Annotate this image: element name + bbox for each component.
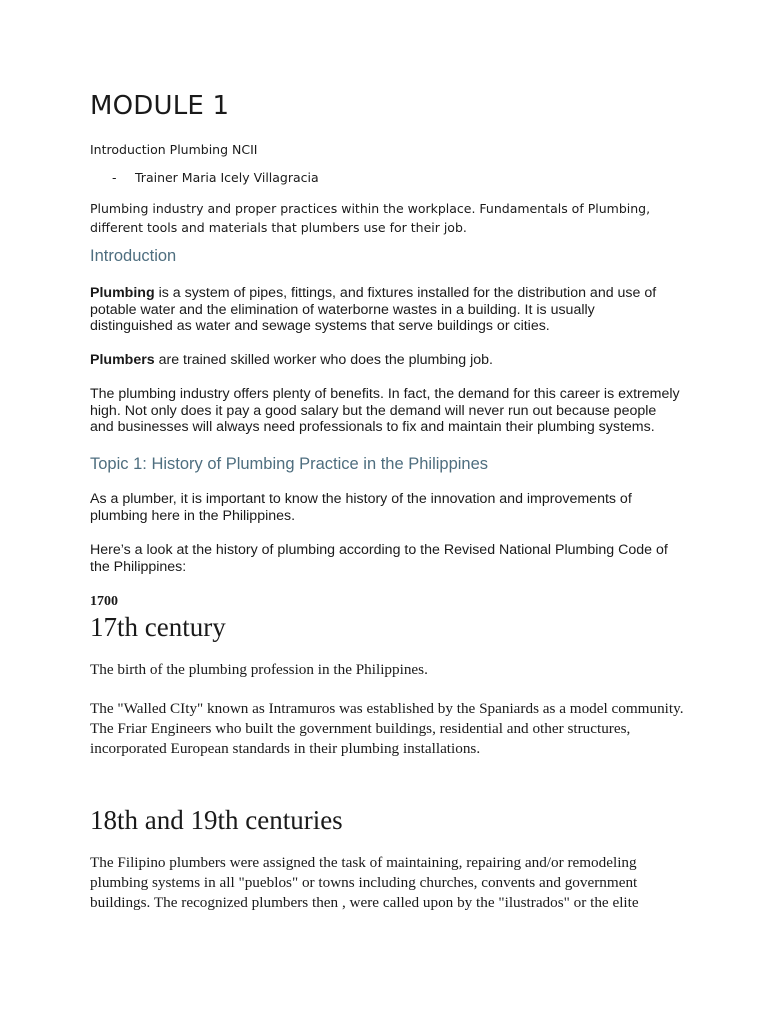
introduction-heading: Introduction [90,247,177,265]
plumbers-definition [90,352,680,369]
module-summary: Plumbing industry and proper practices within the workplace. Fundamentals of Plumbing, different tools and materials that plumbers use for their job. [90,201,651,235]
century-17-paragraph-1: The birth of the plumbing profession in the Philippines. [90,661,428,678]
module-title: MODULE 1 [90,91,230,121]
year-label: 1700 [90,594,118,609]
history-intro-paragraph: As a plumber, it is important to know the history of the innovation and improvements of plumbing here in the Philippines. [90,491,632,524]
trainer-text: Trainer Maria Icely Villagracia [135,170,319,185]
history-lookup-paragraph: Here’s a look at the history of plumbing according to the Revised National Plumbing Code of the Philippines: [90,542,668,575]
module-subtitle: Introduction Plumbing NCII [90,142,258,157]
plumbing-definition [90,285,680,335]
century-17-paragraph-2: The "Walled CIty" known as Intramuros was established by the Spaniards as a model community. The Friar Engineers who built the government buildings, residential and other structures, incorporated European standards in their plumbing installations. [90,700,684,757]
plumbing-definition-text: is a system of pipes, fittings, and fixtures installed for the distribution and use of potable water and the elimination of waterborne wastes in a building. It is usually distinguished as water and sewage systems that serve buildings or cities. [90,285,657,335]
century-18-19-heading: 18th and 19th centuries [90,805,343,835]
topic-1-heading: Topic 1: History of Plumbing Practice in the Philippines [90,455,489,473]
plumbing-term: Plumbing [90,285,155,301]
industry-paragraph: The plumbing industry offers plenty of benefits. In fact, the demand for this career is extremely high. Not only does it pay a good salary but the demand will never run out because people and businesses will always need professionals to fix and maintain their plumbing systems. [90,386,680,436]
plumbers-term: Plumbers [90,352,155,368]
list-dash: - [112,170,117,185]
trainer-line [112,170,319,185]
century-18-19-paragraph-1: The Filipino plumbers were assigned the task of maintaining, repairing and/or remodeling plumbing systems in all "pueblos" or towns including churches, convents and government buildings. The recognized plumbers then , were called upon by the "ilustrados" or the elite [90,854,639,911]
plumbers-definition-text: are trained skilled worker who does the plumbing job. [154,352,493,368]
century-17-heading: 17th century [90,612,226,642]
